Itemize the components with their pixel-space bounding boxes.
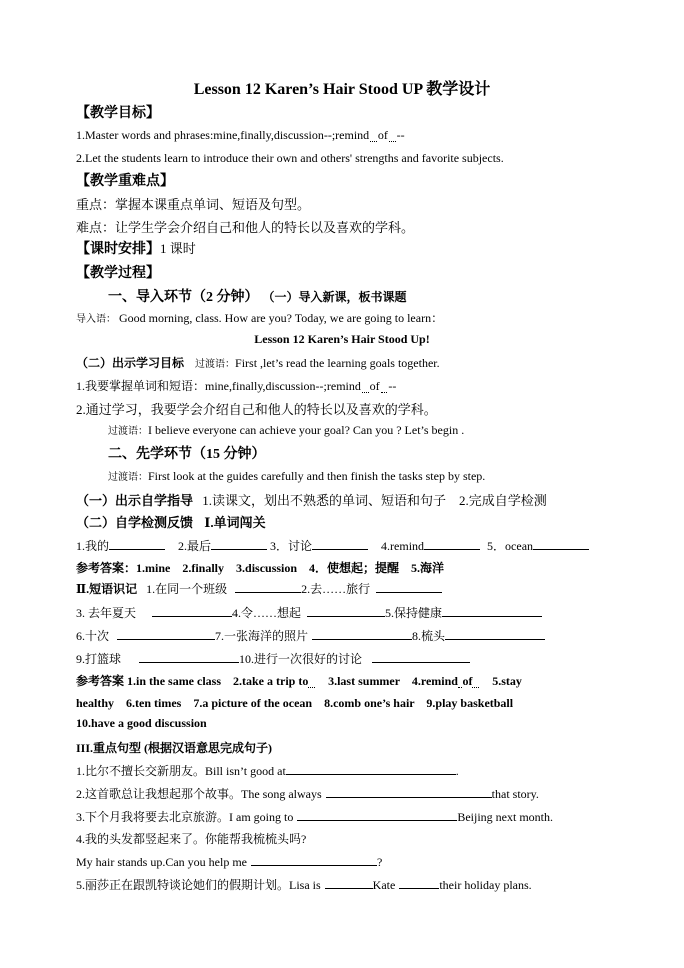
goals-trans-label: 过渡语：: [195, 359, 236, 370]
phrase-10: 10.进行一次很好的讨论: [239, 652, 363, 666]
goals-line: [76, 354, 440, 371]
phrase-1: 1.在同一个班级: [146, 582, 228, 596]
sentence-4-end: ?: [376, 855, 383, 869]
sentence-2-end: that story.: [491, 787, 539, 801]
check-sub: Ⅰ.单词闯关: [204, 515, 266, 530]
period-value: 1 课时: [160, 241, 196, 256]
part2-trans-label: 过渡语：: [108, 472, 148, 483]
intro-text: Good morning, class. How are you? Today, we are going to learn：: [119, 311, 444, 325]
phrase-9: 9.打篮球: [76, 652, 122, 666]
part2-trans-text: First look at the guides carefully and then finish the tasks step by step.: [148, 469, 486, 483]
phrase-row-1: [76, 580, 442, 597]
objectives-heading: 【教学目标】: [76, 106, 160, 121]
intro-line: [76, 309, 443, 326]
part2-trans-line: [108, 468, 485, 484]
vocab-2: 2.最后: [178, 539, 212, 553]
part1-header: [108, 286, 407, 306]
phrase-ans-of: of: [462, 674, 473, 688]
phrase-ans-a: 1.in the same class 2.take a trip to: [127, 674, 309, 688]
check-label: （二）自学检测反馈: [76, 515, 194, 530]
sentence-1-text: 1.比尔不擅长交新朋友。Bill isn’t good at: [76, 764, 286, 778]
period-line: [76, 238, 196, 258]
keypoints-heading: 【教学重难点】: [76, 174, 174, 189]
sentence-5-end: their holiday plans.: [439, 878, 532, 892]
phrase-3: 3. 去年夏天: [76, 606, 137, 620]
goal-1-of: of: [369, 379, 380, 393]
vocab-line: [76, 537, 589, 554]
goals-label: （二）出示学习目标: [76, 356, 185, 370]
phrase-row-2: [76, 604, 542, 621]
phrase-4: 4.令……想起: [232, 606, 302, 620]
trans2-label: 过渡语：: [108, 426, 148, 437]
sentence-5: [76, 876, 532, 893]
sentence-3-end: Beijing next month.: [457, 810, 553, 824]
sentence-4: [76, 853, 382, 870]
page-title: Lesson 12 Karen’s Hair Stood UP 教学设计: [193, 81, 491, 98]
trans2-line: [108, 422, 464, 438]
goal-2: 2.通过学习，我要学会介绍自己和他人的特长以及喜欢的学科。: [76, 402, 437, 417]
objective-1-text: 1.Master words and phrases:mine,finally,discussion--;remind: [76, 128, 370, 142]
objective-1-of: of: [377, 128, 388, 142]
phrase-heading: Ⅱ.短语识记: [76, 582, 138, 596]
check-line: [76, 512, 266, 531]
part1-sub: （一）导入新课，板书课题: [262, 290, 407, 304]
goals-trans-text: First ,let’s read the learning goals together.: [235, 356, 440, 370]
sentence-3-text: 3.下个月我将要去北京旅游。I am going to: [76, 810, 294, 824]
sentence-2: [76, 785, 539, 802]
period-heading: 【课时安排】: [76, 242, 160, 257]
part1-title: 一、导入环节（2 分钟）: [108, 290, 259, 305]
phrase-answer-1: [76, 672, 522, 689]
sentence-4-cn: 4.我的头发都竖起来了。你能帮我梳梳头吗?: [76, 832, 307, 846]
phrase-row-4: [76, 650, 470, 667]
sentence-2-text: 2.这首歌总让我想起那个故事。The song always: [76, 787, 322, 801]
phrase-ans-b: 3.last summer 4.remind: [328, 674, 458, 688]
part2-title: 二、先学环节（15 分钟）: [108, 447, 266, 462]
phrase-answer-2: healthy 6.ten times 7.a picture of the ocean 8.comb one’s hair 9.play basketball: [76, 696, 514, 710]
guide-label: （一）出示自学指导: [76, 493, 194, 508]
goal-1-text: 1.我要掌握单词和短语：mine,finally,discussion--;remind: [76, 379, 361, 393]
vocab-4: 4.remind: [381, 539, 425, 553]
phrase-6: 6.十次: [76, 629, 110, 643]
vocab-answer-label: 参考答案：: [76, 561, 137, 575]
intro-label: 导入语：: [76, 314, 116, 325]
phrase-ans-label: 参考答案: [76, 674, 125, 688]
guide-line: [76, 490, 547, 509]
phrase-row-3: [76, 627, 545, 644]
process-heading: 【教学过程】: [76, 266, 160, 281]
goal-1-end: --: [388, 379, 397, 393]
lesson-line: Lesson 12 Karen’s Hair Stood Up!: [254, 332, 430, 346]
sentence-heading: III.重点句型 (根据汉语意思完成句子): [76, 741, 273, 755]
sentence-1: [76, 762, 459, 779]
goal-1: [76, 377, 396, 394]
key-point: 重点：掌握本课重点单词、短语及句型。: [76, 197, 311, 212]
trans2-text: I believe everyone can achieve your goal? Can you ? Let’s begin .: [148, 423, 465, 437]
sentence-4-text: My hair stands up.Can you help me: [76, 855, 247, 869]
vocab-answer: [76, 559, 444, 576]
phrase-answer-3: 10.have a good discussion: [76, 716, 207, 730]
objective-2: 2.Let the students learn to introduce their own and others' strengths and favorite subjects.: [76, 151, 504, 165]
sentence-1-end: .: [455, 764, 459, 778]
phrase-8: 8.梳头: [412, 629, 446, 643]
phrase-ans-c: 5.stay: [492, 674, 522, 688]
vocab-1: 1.我的: [76, 539, 110, 553]
objective-1-end: --: [396, 128, 405, 142]
vocab-answer-text: 1.mine 2.finally 3.discussion 4．使想起；提醒 5.海洋: [136, 561, 445, 575]
phrase-2: 2.去……旅行: [301, 582, 371, 596]
guide-tasks: 1.读课文，划出不熟悉的单词、短语和句子 2.完成自学检测: [202, 493, 547, 508]
vocab-5: 5．ocean: [487, 539, 534, 553]
difficult-point: 难点：让学生学会介绍自己和他人的特长以及喜欢的学科。: [76, 220, 415, 235]
sentence-5-text: 5.丽莎正在跟凯特谈论她们的假期计划。Lisa is: [76, 878, 321, 892]
sentence-5-mid: Kate: [372, 878, 396, 892]
phrase-7: 7.一张海洋的照片: [215, 629, 309, 643]
phrase-5: 5.保持健康: [385, 606, 443, 620]
objective-1: [76, 128, 405, 143]
vocab-3: 3．讨论: [270, 539, 313, 553]
sentence-3: [76, 808, 553, 825]
